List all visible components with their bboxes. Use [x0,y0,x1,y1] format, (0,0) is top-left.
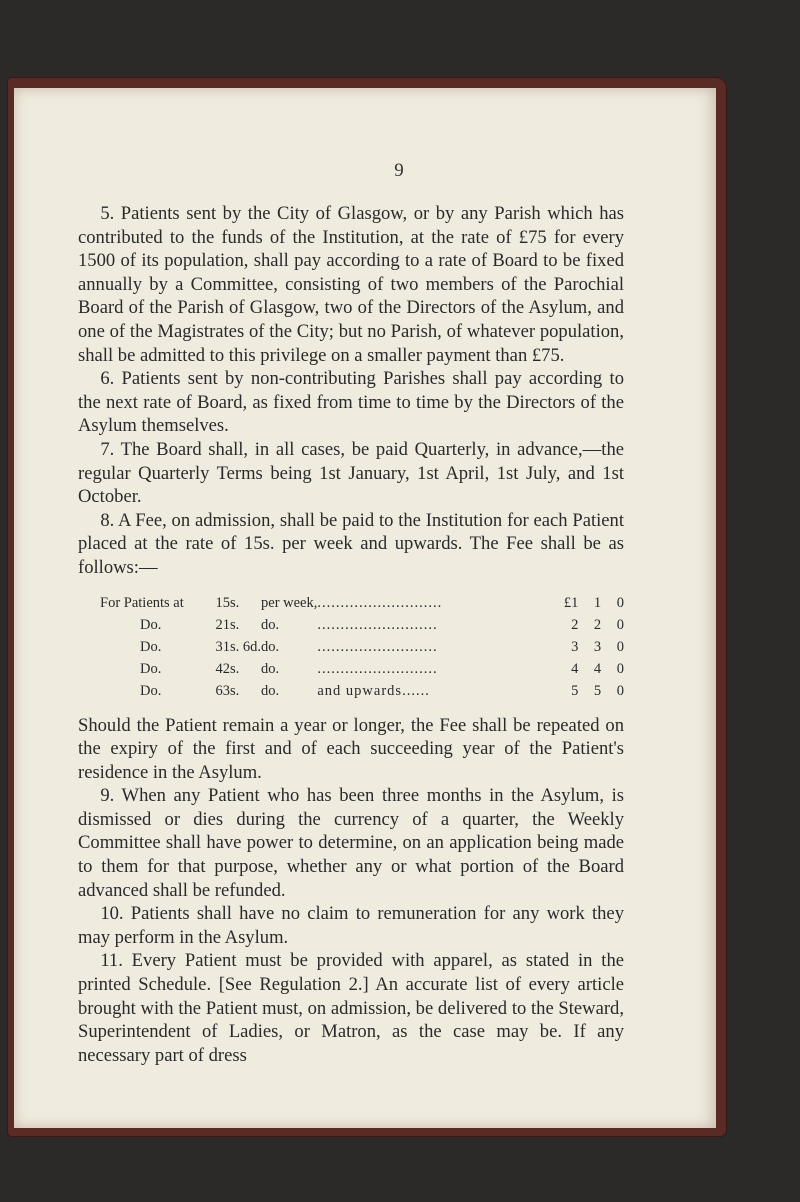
paragraph-10: 10. Patients shall have no claim to remuneration for any work they may perform in the Asylum. [78,903,624,948]
fee-pounds: 5 [571,682,579,699]
fee-pounds: £1 [563,594,579,611]
fee-per: do. [261,660,280,677]
fee-per: per week, [261,594,318,611]
fee-pounds: 3 [571,638,579,655]
fee-shillings: 3 [593,638,602,655]
fee-pounds: 4 [571,660,579,677]
fee-rate: 42s. [215,660,240,677]
fee-leader: .......................... [317,660,438,677]
fee-pence: 0 [616,616,624,633]
fee-who: Do. [140,660,162,677]
fee-per: do. [261,682,280,699]
body-text [78,202,624,1067]
fee-shillings: 5 [593,682,602,699]
fee-who: Do. [140,682,162,699]
fee-rate: 31s. 6d. [215,638,262,655]
table-row [100,680,624,702]
fee-shillings: 1 [593,594,602,611]
fee-leader: .......................... [317,616,438,633]
fee-pence: 0 [616,638,624,655]
paragraph-7: 7. The Board shall, in all cases, be paid Quarterly, in advance,—the regular Quarterly Terms being 1st January, 1st April, 1st July, and 1st October. [78,438,624,508]
paragraph-9: 9. When any Patient who has been three months in the Asylum, is dismissed or dies during the currency of a quarter, the Weekly Committee shall have power to determine, on an application being made to them for that purpose, whether any or what portion of the Board advanced shall be refunded. [78,785,624,901]
fee-shillings: 4 [593,660,602,677]
paragraph-fee-repeat: Should the Patient remain a year or longer, the Fee shall be repeated on the expiry of the first and of each succeeding year of the Patient's residence in the Asylum. [78,714,624,783]
paragraph-5: 5. Patients sent by the City of Glasgow, or by any Parish which has contributed to the funds of the Institution, at the rate of £75 for every 1500 of its population, shall pay according to a rate of Board to be fixed annually by a Committee, consisting of two members of the Parochial Board of the Parish of Glasgow, two of the Directors of the Asylum, and one of the Magistrates of the City; but no Parish, of whatever population, shall be admitted to this privilege on a smaller payment than £75. [78,203,624,366]
fee-who: Do. [140,616,162,633]
paragraph-8: 8. A Fee, on admission, shall be paid to the Institution for each Patient placed at the rate of 15s. per week and upwards. The Fee shall be as follows:— [78,509,624,578]
fee-pence: 0 [616,594,624,611]
table-row [100,592,624,614]
table-row [100,636,624,658]
fee-pounds: 2 [571,616,579,633]
fee-rate: 15s. [215,594,240,611]
table-row [100,658,624,680]
fee-who: For Patients at [100,594,184,611]
fee-leader: ........................... [317,594,443,611]
fee-rate: 63s. [215,682,240,699]
fee-rate: 21s. [215,616,240,633]
fee-leader: .......................... [317,638,438,655]
fee-leader: and upwards...... [317,682,430,699]
table-row [100,614,624,636]
fee-who: Do. [140,638,162,655]
fee-pence: 0 [616,660,624,677]
paragraph-6: 6. Patients sent by non-contributing Parishes shall pay according to the next rate of Board, as fixed from time to time by the Directors of the Asylum themselves. [78,368,624,437]
page-number: 9 [394,160,404,181]
paragraph-11: 11. Every Patient must be provided with apparel, as stated in the printed Schedule. [See Regulation 2.] An accurate list of every article brought with the Patient must, on admission, be delivered to the Steward, Superintendent of Ladies, or Matron, as the case may be. If any necessary part of dress [78,950,624,1066]
fee-per: do. [261,638,280,655]
fee-per: do. [261,616,280,633]
fee-shillings: 2 [593,616,602,633]
fee-pence: 0 [616,682,624,699]
fee-table [100,592,624,702]
